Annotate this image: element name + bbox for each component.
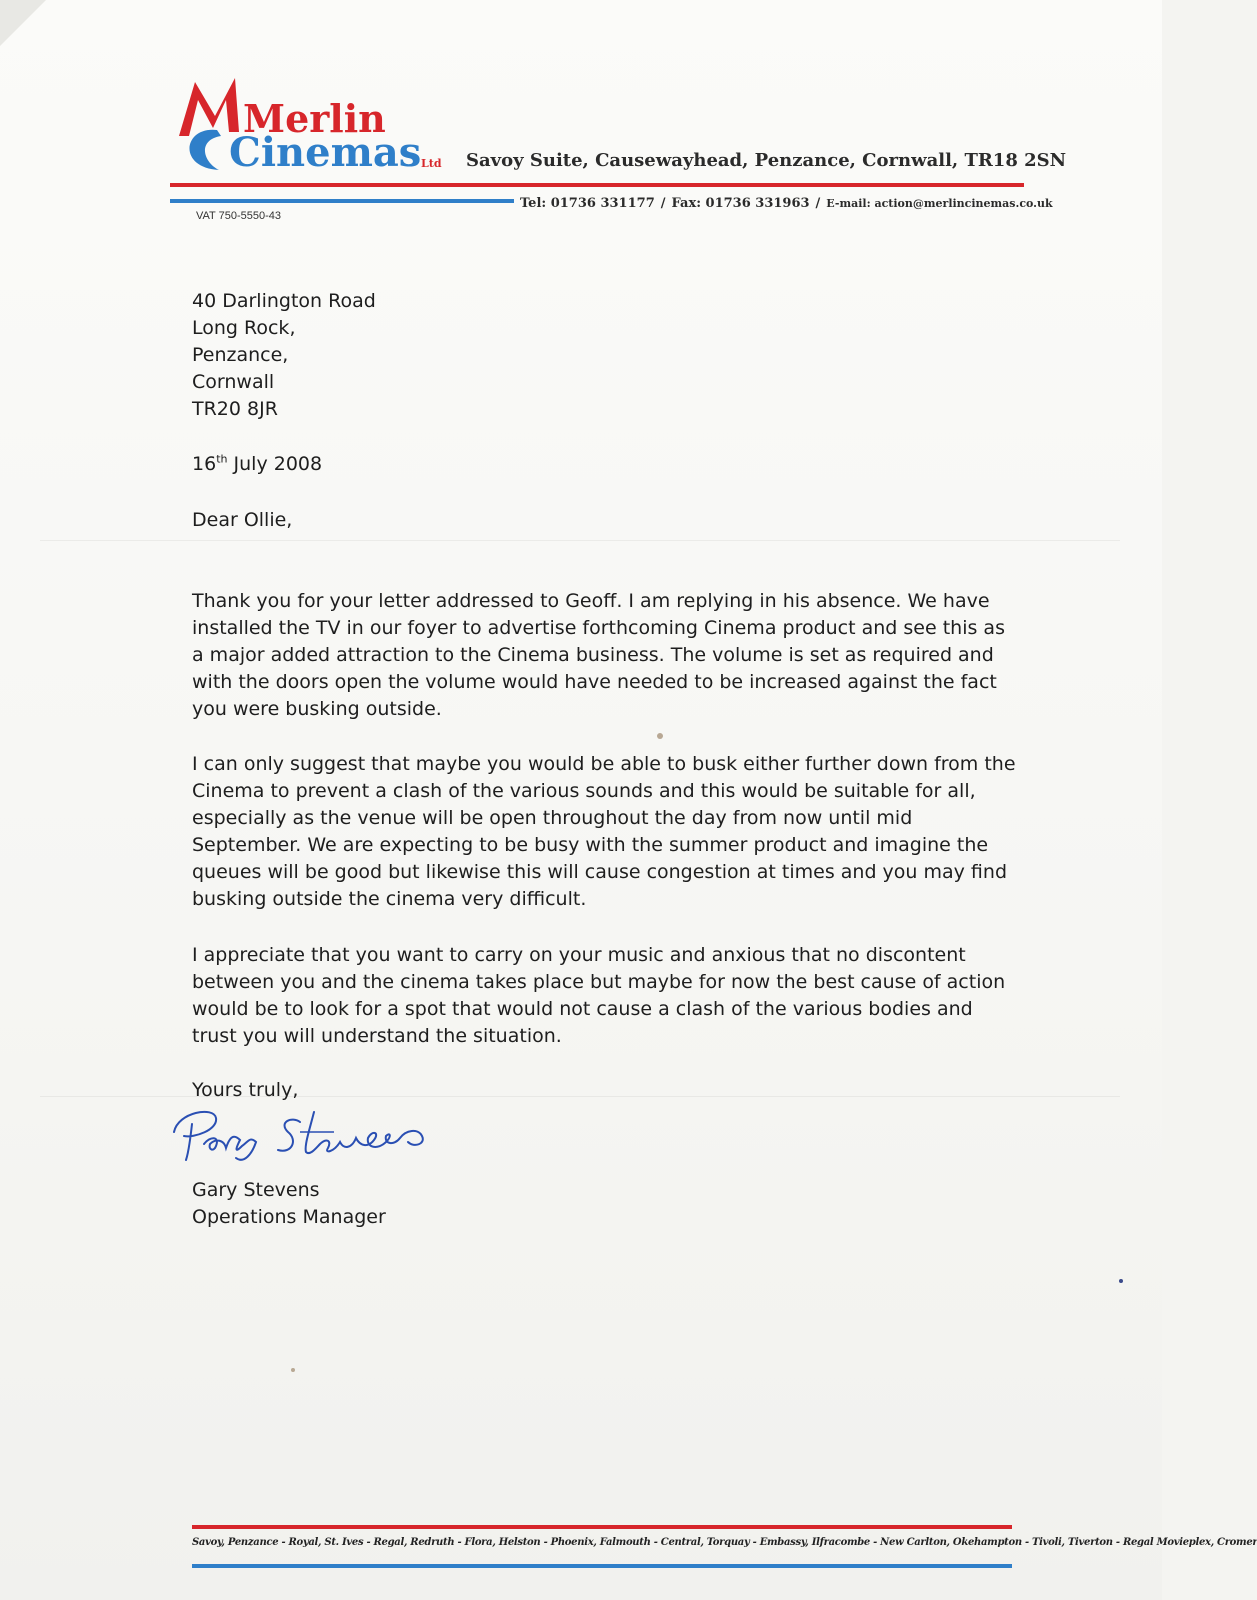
salutation: Dear Ollie, — [192, 509, 293, 531]
signer-title: Operations Manager — [192, 1206, 386, 1228]
folded-corner — [0, 0, 46, 46]
header-red-rule — [170, 183, 1024, 187]
address-line: Cornwall — [192, 371, 275, 393]
logo-graphic — [175, 70, 442, 178]
logo-word-cinemas: Cinemas — [229, 129, 422, 176]
body-paragraph: I appreciate that you want to carry on your music and anxious that no discontent between you and the cinema takes place but maybe for now the best cause of action would be to look for a spot that would not cause a clash of the various bodies and trust you will understand the situation. — [192, 944, 1006, 1047]
email-address: E-mail: action@merlincinemas.co.uk — [826, 197, 1053, 210]
company-address: Savoy Suite, Causewayhead, Penzance, Cornwall, TR18 2SN — [466, 150, 1067, 171]
vat-number: VAT 750-5550-43 — [196, 210, 282, 222]
handwritten-signature — [164, 1102, 464, 1172]
recipient-address — [192, 288, 1022, 423]
header-blue-rule — [170, 199, 514, 203]
paper-speck — [291, 1368, 295, 1372]
logo-ltd: Ltd — [421, 157, 442, 170]
paper-speck — [1119, 1279, 1123, 1283]
fax: Fax: 01736 331963 — [671, 196, 810, 211]
contact-line: Tel: 01736 331177 / Fax: 01736 331963 / E-mail: action@merlincinemas.co.uk — [520, 196, 1053, 211]
address-line: Penzance, — [192, 344, 289, 366]
footer-blue-rule — [192, 1564, 1012, 1568]
signer-name: Gary Stevens — [192, 1179, 320, 1201]
address-line: TR20 8JR — [192, 398, 278, 420]
closing: Yours truly, — [192, 1079, 299, 1101]
footer-venues: Savoy, Penzance - Royal, St. Ives - Regal, Redruth - Flora, Helston - Phoenix, Falmouth - Central, Torquay - Embassy, Ilfracombe - New Carlton, Okehampton - Tivoli, Tiverton - Regal Movieplex, Cromer — [192, 1537, 1257, 1548]
logo-word-merlin: Merlin — [243, 96, 386, 141]
address-line: 40 Darlington Road — [192, 290, 376, 312]
paper-crease — [40, 540, 1120, 541]
paper-speck — [657, 733, 663, 739]
merlin-cinemas-logo — [175, 70, 442, 178]
body-paragraph: Thank you for your letter addressed to Geoff. I am replying in his absence. We have installed the TV in our foyer to advertise forthcoming Cinema product and see this as a major added attraction to the Cinema business. The volume is set as required and with the doors open the volume would have needed to be increased against the fact you were busking outside. — [192, 590, 1005, 720]
date-suffix: th — [216, 452, 228, 466]
address-line: Long Rock, — [192, 317, 296, 339]
signature-graphic — [164, 1102, 464, 1172]
body-paragraph: I can only suggest that maybe you would be able to busk either further down from the Cinema to prevent a clash of the various sounds and this would be suitable for all, especially as the venue will be open throughout the day from now until mid September. We are expecting to be busy with the summer product and imagine the queues will be good but likewise this will cause congestion at times and you may find busking outside the cinema very difficult. — [192, 753, 1016, 910]
date-month-year: July 2008 — [227, 453, 323, 475]
signer-block — [192, 1177, 1022, 1231]
date-day: 16 — [192, 453, 217, 475]
letter-date — [192, 451, 1022, 478]
telephone: Tel: 01736 331177 — [520, 196, 655, 211]
footer-red-rule — [192, 1525, 1012, 1529]
